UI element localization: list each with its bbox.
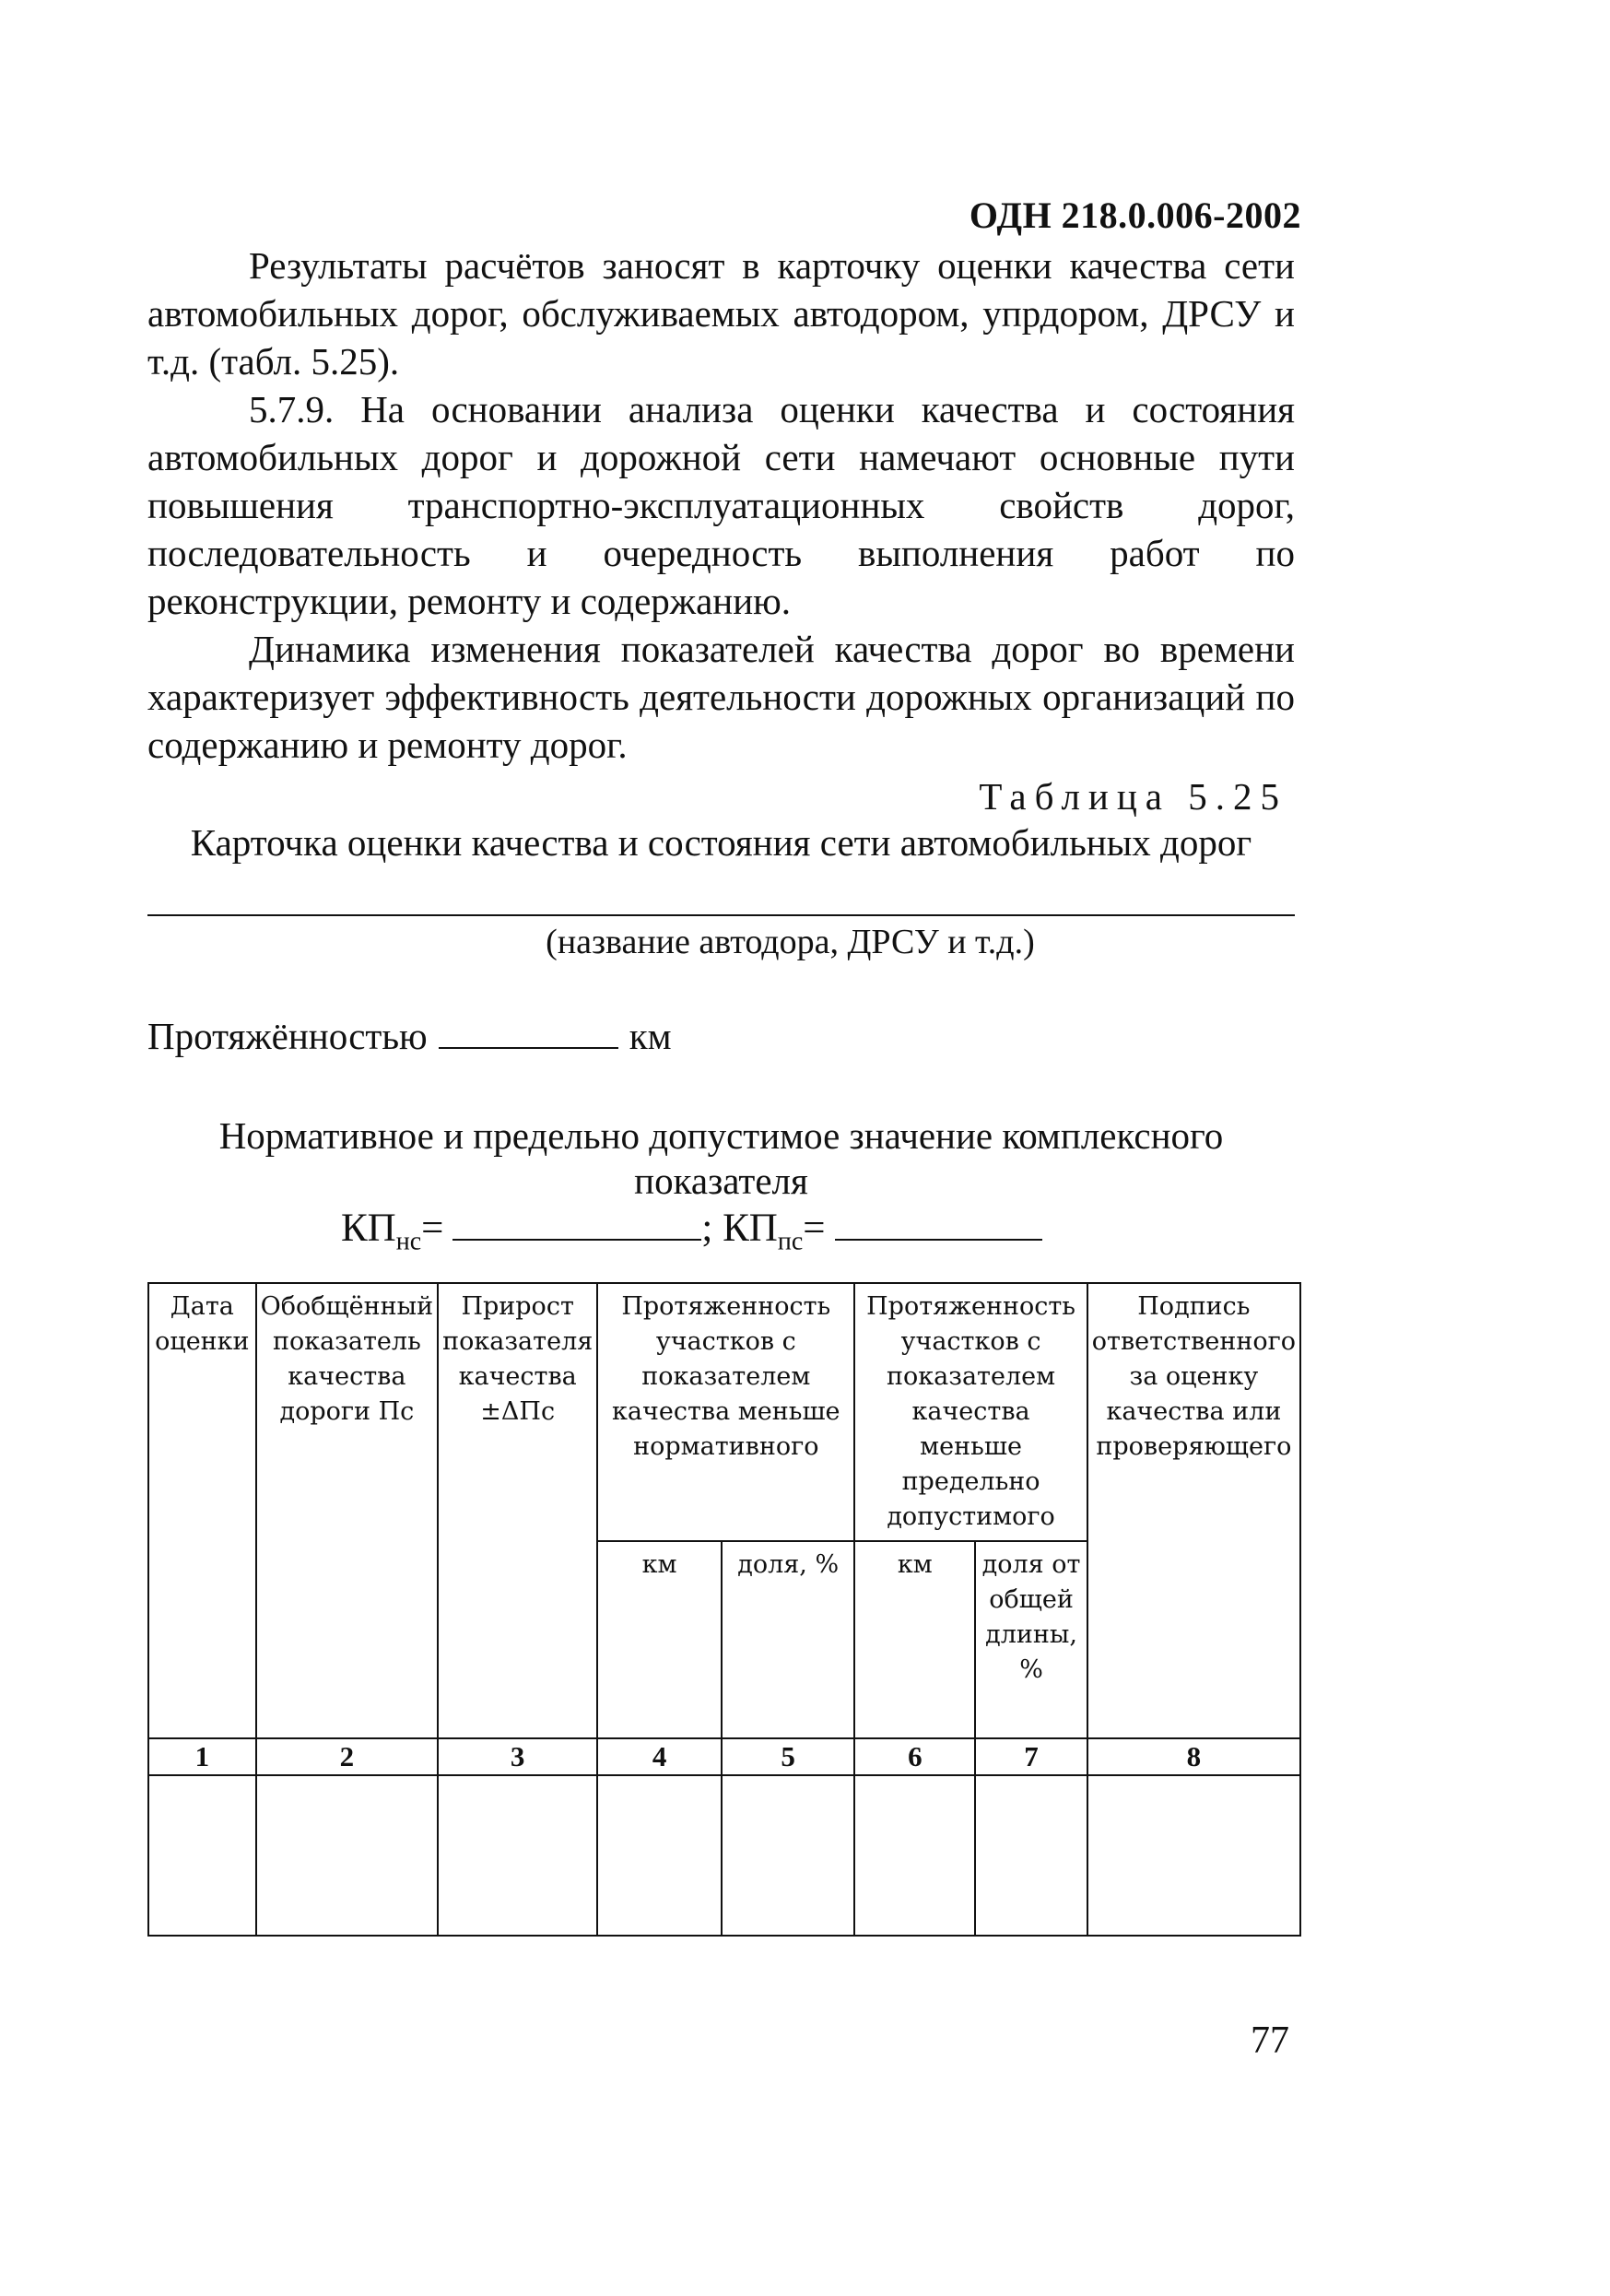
paragraph-5-7-9: [147, 385, 1295, 625]
subheader-share-of-length: доля от общей длины, %: [975, 1541, 1087, 1738]
entry-cell-growth: [438, 1775, 597, 1936]
col-number-8: 8: [1087, 1738, 1300, 1775]
col-number-1: 1: [148, 1738, 256, 1775]
col-number-3: 3: [438, 1738, 597, 1775]
paragraph-5-7-9-text: 5.7.9. На основании анализа оценки качества и состояния автомобильных дорог и дорожной сети намечают основные пути повышения транспортно-эксплуатационных свойств дорог, последовательность и очередность выполнения работ по реконструкции, ремонту и содержанию.: [147, 388, 1295, 622]
header-below-normative: Протяженность участков с показателем качества меньше нормативного: [597, 1283, 854, 1541]
col-number-2: 2: [256, 1738, 438, 1775]
table-number: Таблица 5.25: [979, 775, 1287, 818]
length-row: [147, 1014, 672, 1058]
kp-ns-sub: нс: [395, 1227, 422, 1256]
entry-cell-date: [148, 1775, 256, 1936]
entry-cell-share-2: [975, 1775, 1087, 1936]
kp-ps-label: КП: [723, 1207, 778, 1250]
kp-ns-blank: [452, 1207, 701, 1241]
org-name-line: [147, 914, 1295, 916]
entry-cell-km: [597, 1775, 722, 1936]
kp-ps-eq: =: [803, 1207, 826, 1250]
col-number-5: 5: [722, 1738, 854, 1775]
org-name-caption: (название автодора, ДРСУ и т.д.): [546, 923, 1035, 961]
kp-ps-blank: [835, 1207, 1042, 1241]
paragraph-dynamics: [147, 625, 1295, 769]
length-blank: [439, 1016, 618, 1049]
table-header-row: [148, 1283, 1300, 1541]
header-general-index: Обобщённый показатель качества дороги Пс: [256, 1283, 438, 1738]
paragraph-results-text: Результаты расчётов заносят в карточку оценки качества сети автомобильных дорог, обслуживаемых автодором, упрдором, ДРСУ и т.д. (табл. 5.25).: [147, 244, 1295, 383]
length-unit: км: [629, 1015, 672, 1057]
paragraph-dynamics-text: Динамика изменения показателей качества дорог во времени характеризует эффективность деятельности дорожных организаций по содержанию и ремонту дорог.: [147, 628, 1295, 766]
subheader-share: доля, %: [722, 1541, 854, 1738]
subheader-km-2: км: [854, 1541, 975, 1738]
page-number: 77: [1251, 2019, 1289, 2062]
col-number-7: 7: [975, 1738, 1087, 1775]
document-code: ОДН 218.0.006-2002: [969, 194, 1301, 236]
entry-cell-km-2: [854, 1775, 975, 1936]
table-entry-row: [148, 1775, 1300, 1936]
header-index-growth: Прирост показателя качества ±ΔПс: [438, 1283, 597, 1738]
header-signature: Подпись ответственного за оценку качества или проверяющего: [1087, 1283, 1300, 1738]
kp-values-row: [341, 1206, 1042, 1257]
header-date: Дата оценки: [148, 1283, 256, 1738]
table-title: Карточка оценки качества и состояния сети автомобильных дорог: [190, 821, 1252, 864]
col-number-4: 4: [597, 1738, 722, 1775]
length-label: Протяжённостью: [147, 1015, 428, 1057]
kp-ns-label: КП: [341, 1207, 396, 1250]
entry-cell-share: [722, 1775, 854, 1936]
norm-heading-line2: показателя: [634, 1160, 808, 1202]
quality-card-table: [147, 1282, 1301, 1937]
subheader-km: км: [597, 1541, 722, 1738]
paragraph-results: [147, 241, 1295, 385]
kp-ps-sub: пс: [777, 1227, 804, 1256]
entry-cell-general-index: [256, 1775, 438, 1936]
kp-separator: ;: [701, 1207, 713, 1250]
col-number-6: 6: [854, 1738, 975, 1775]
header-below-limit: Протяженность участков с показателем качества меньше предельно допустимого: [854, 1283, 1087, 1541]
kp-ns-eq: =: [421, 1207, 444, 1250]
column-numbers-row: [148, 1738, 1300, 1775]
norm-heading-line1: Нормативное и предельно допустимое значение комплексного: [218, 1114, 1224, 1157]
entry-cell-signature: [1087, 1775, 1300, 1936]
